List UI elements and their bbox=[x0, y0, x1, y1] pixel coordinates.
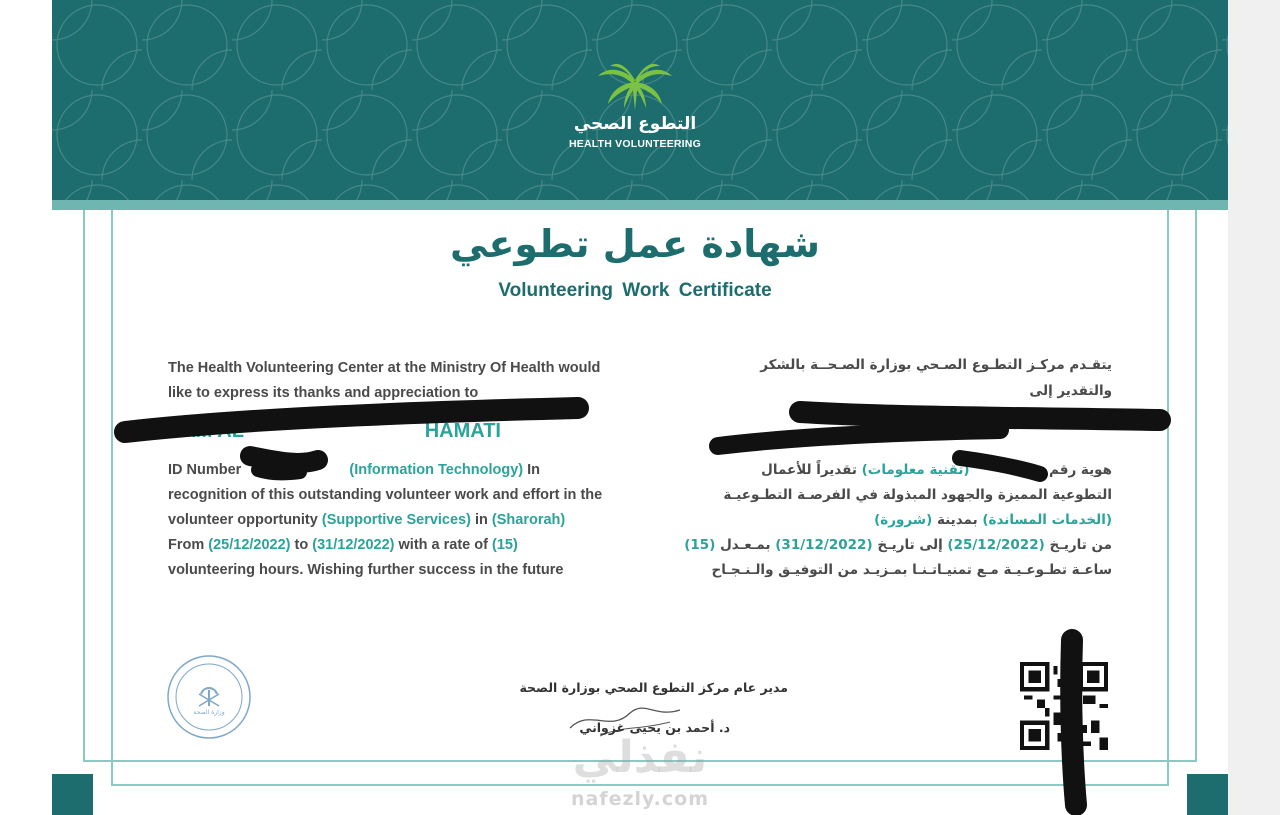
watermark-english: nafezly.com bbox=[570, 788, 710, 810]
volunteer-name-arabic bbox=[700, 418, 1112, 439]
date-to-arabic: (31/12/2022) bbox=[775, 537, 873, 553]
signer-name: د. أحمد بن يحيى غزواني bbox=[579, 720, 730, 735]
arabic-line-opportunity: (الخدمات المساندة) بمدينة (شرورة) bbox=[874, 512, 1112, 528]
palm-tree-icon bbox=[560, 60, 710, 114]
ministry-seal bbox=[166, 654, 252, 740]
certificate-title-arabic: شهادة عمل تطوعي bbox=[450, 222, 820, 266]
header-divider bbox=[52, 200, 1228, 210]
signer-title: مدير عام مركز التطوع الصحي بوزارة الصحة bbox=[519, 680, 788, 695]
corner-block-left bbox=[52, 774, 93, 815]
volunteer-name-english bbox=[168, 420, 588, 443]
arabic-intro bbox=[660, 352, 1112, 404]
svg-text:وزارة الصحة: وزارة الصحة bbox=[193, 709, 225, 716]
corner-block-right bbox=[1187, 774, 1228, 815]
english-line-dates: From (25/12/2022) to (31/12/2022) with a rate of (15) bbox=[168, 537, 518, 553]
watermark-arabic: نفذلي bbox=[572, 732, 708, 783]
opportunity-english: (Supportive Services) bbox=[321, 512, 471, 528]
opportunity-arabic: (الخدمات المساندة) bbox=[982, 512, 1112, 528]
english-line-id: ID Number (Information Technology) In bbox=[168, 462, 541, 478]
english-details bbox=[168, 458, 648, 583]
arabic-line-2: التطوعية المميزة والجهود المبذولة في الفرصـة التطـوعيـة bbox=[723, 487, 1112, 503]
arabic-name-fragment: يم bbox=[874, 418, 896, 439]
date-from-arabic: (25/12/2022) bbox=[947, 537, 1045, 553]
hours-english: (15) bbox=[492, 537, 518, 553]
specialty-english: (Information Technology) bbox=[349, 462, 524, 478]
certificate-title-english: Volunteering Work Certificate bbox=[498, 280, 772, 301]
name-start: SAM AL bbox=[168, 420, 244, 442]
english-intro-line-1: The Health Volunteering Center at the Ministry Of Health would bbox=[168, 360, 601, 376]
english-line-closing: volunteering hours. Wishing further success in the future bbox=[168, 562, 564, 578]
right-margin bbox=[1228, 0, 1280, 815]
arabic-line-dates: من تاريـخ (25/12/2022) إلى تاريـخ (31/12/2022) بمـعـدل (15) bbox=[684, 537, 1112, 553]
specialty-arabic: (تقنية معلومات) bbox=[861, 462, 970, 478]
logo-english-text: HEALTH VOLUNTEERING bbox=[569, 138, 701, 150]
english-line-opportunity: volunteer opportunity (Supportive Services) in (Sharorah) bbox=[168, 512, 566, 528]
date-from-english: (25/12/2022) bbox=[208, 537, 291, 553]
arabic-details bbox=[640, 458, 1112, 583]
left-margin bbox=[0, 0, 52, 815]
english-intro-line-2: like to express its thanks and appreciation to bbox=[168, 385, 479, 401]
date-to-english: (31/12/2022) bbox=[312, 537, 395, 553]
arabic-intro-line-2: والتقدير إلى bbox=[1029, 383, 1112, 399]
qr-code-icon bbox=[1020, 662, 1108, 750]
certificate-header bbox=[52, 0, 1228, 200]
name-end: HAMATI bbox=[424, 420, 501, 442]
city-arabic: (شرورة) bbox=[874, 512, 933, 528]
english-intro bbox=[168, 356, 648, 406]
english-line-recognition: recognition of this outstanding volunteer work and effort in the bbox=[168, 487, 603, 503]
logo-arabic-text: التطوع الصحي bbox=[573, 114, 697, 134]
city-english: (Sharorah) bbox=[491, 512, 566, 528]
arabic-line-closing: ساعـة تطـوعـيـة مـع تمنيـاتـنـا بمـزيـد من التوفيـق والـنـجـاح bbox=[711, 562, 1112, 578]
arabic-intro-line-1: يتقـدم مركـز التطـوع الصـحي بوزارة الصـحــة بالشكر bbox=[760, 357, 1112, 373]
health-volunteering-logo bbox=[560, 60, 710, 150]
hours-arabic: (15) bbox=[684, 537, 716, 553]
arabic-line-id: هوية رقم (تقنية معلومات) تقديراً للأعمال bbox=[761, 462, 1112, 478]
